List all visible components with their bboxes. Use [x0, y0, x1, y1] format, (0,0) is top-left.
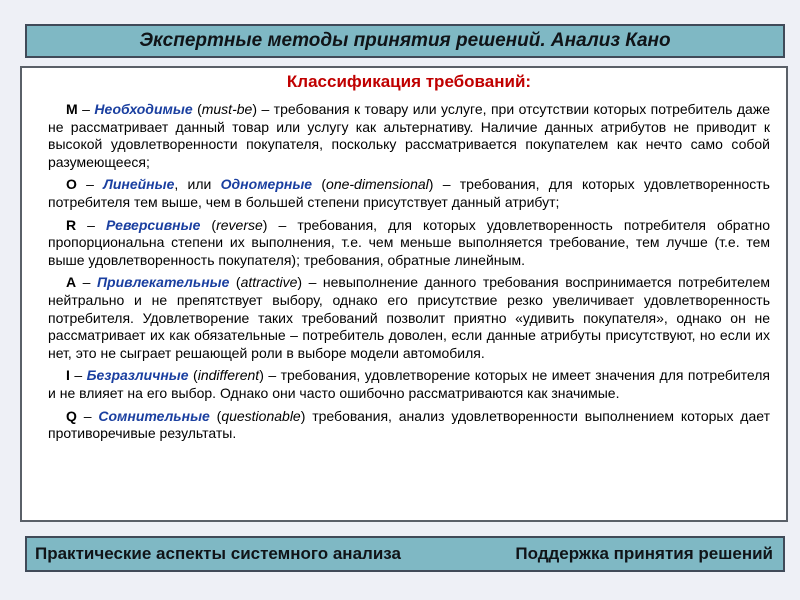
item-english-term: one-dimensional — [326, 176, 429, 193]
item-paren-close: ) — [300, 407, 306, 424]
slide-title: Экспертные методы принятия решений. Анализ Кано — [139, 30, 671, 51]
item-text: – требования, для которых удовлетворенность потребителя обратно пропорциональна степени их выполнения, т.е. чем меньше выполняется требование, тем лучше (т.е. тем выше удовлетворенность покупателя); требования, обратные линейным. — [48, 216, 770, 268]
item-dash: – — [69, 367, 87, 384]
item-paren-close: ) — [297, 274, 303, 291]
content-box — [20, 66, 788, 522]
item-paren-open: ( — [209, 407, 222, 424]
item-text: требования, анализ удовлетворенности выполнением которых дает противоречивые результаты. — [48, 407, 770, 442]
item-english-term: questionable — [221, 407, 301, 424]
slide-title-bar — [25, 24, 785, 58]
item-term-alt: Одномерные — [220, 176, 313, 193]
item-letter: Q — [66, 407, 77, 424]
item-english-term: attractive — [240, 274, 298, 291]
item-mid-text: , или — [174, 176, 221, 193]
item-text: – невыполнение данного требования воспринимается потребителем нейтрально и не препятствует выбору, однако его присутствие резко увеличивает удовлетворенность потребителя. Удовлетворение таких требований позволит приятно «удивить покупателя», однако он не рассматривает их как обязательные – потребитель доволен, если данные атрибуты присутствуют, но если их нет, это не сыграет решающей роли в выборе модели автомобиля. — [48, 274, 770, 361]
item-english-term: must-be — [201, 101, 253, 117]
item-term: Линейные — [103, 176, 175, 193]
item-letter: I — [66, 367, 70, 384]
item-paren-close: ) — [252, 101, 257, 117]
item-paren-open: ( — [200, 216, 217, 233]
item-letter: M — [66, 101, 78, 117]
footer-bar — [25, 536, 785, 572]
content-heading: Классификация требований: — [286, 72, 532, 91]
item-term: Привлекательные — [96, 274, 230, 291]
item-indifferent — [48, 367, 770, 402]
item-term: Безразличные — [86, 367, 189, 384]
item-paren-open: ( — [192, 101, 202, 117]
item-dash: – — [76, 407, 99, 424]
item-dash: – — [77, 101, 95, 117]
footer-right-label: Поддержка принятия решений — [515, 544, 773, 563]
item-paren-open: ( — [188, 367, 198, 384]
item-english-term: reverse — [216, 216, 263, 233]
item-one-dimensional — [48, 176, 770, 211]
item-paren-open: ( — [312, 176, 327, 193]
item-text: – требования к товару или услуге, при отсутствии которых потребитель даже не рассматривает данный товар или услугу как альтернативу. Наличие данных атрибутов не приводит к высокой удовлетворенности покупателя, поскольку рассматривается покупателем как нечто само собой разумеющееся; — [48, 101, 770, 170]
item-attractive — [48, 274, 770, 362]
item-term: Сомнительные — [98, 407, 210, 424]
item-dash: – — [76, 274, 97, 291]
item-term: Реверсивные — [106, 216, 201, 233]
item-letter: A — [66, 274, 77, 291]
item-dash: – — [76, 216, 106, 233]
item-letter: O — [66, 176, 77, 193]
footer-left-label: Практические аспекты системного анализа — [35, 544, 401, 563]
item-letter: R — [66, 216, 77, 233]
item-english-term: indifferent — [197, 367, 260, 384]
item-paren-close: ) — [428, 176, 434, 193]
item-text: – требования, для которых удовлетворенность потребителя тем выше, чем в большей степени присутствует данный атрибут; — [48, 176, 770, 210]
item-text: – требования, удовлетворение которых не имеет значения для потребителя и не влияет на его выбор. Однако они часто ошибочно рассматриваются как значимые. — [48, 367, 770, 401]
item-must-be — [48, 101, 770, 171]
item-dash: – — [76, 176, 104, 193]
item-paren-close: ) — [262, 216, 268, 233]
item-term: Необходимые — [94, 101, 193, 117]
item-paren-open: ( — [229, 274, 241, 291]
item-paren-close: ) — [259, 367, 264, 384]
item-reverse — [48, 217, 770, 270]
item-questionable — [48, 408, 770, 443]
